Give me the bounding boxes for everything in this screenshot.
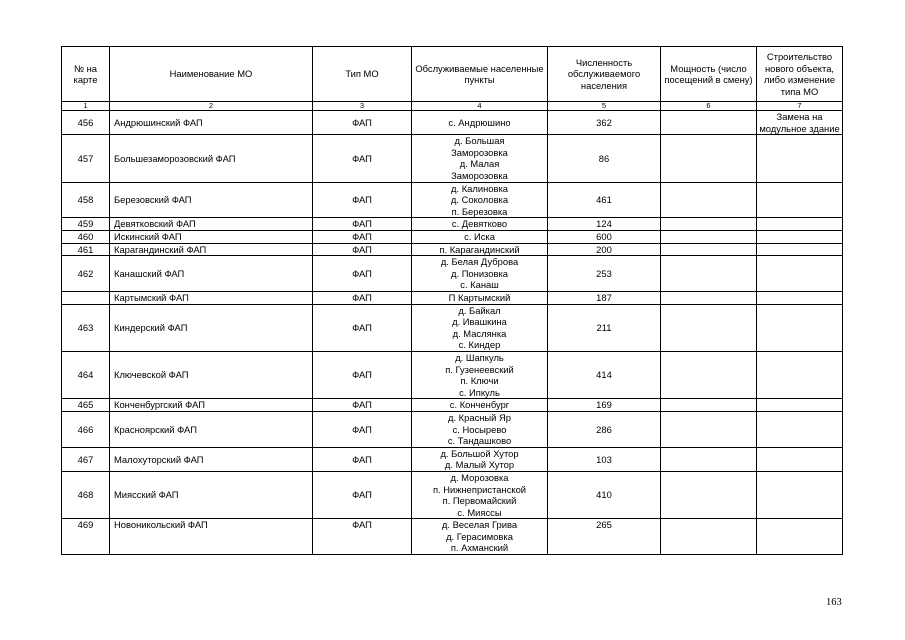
column-number-row — [62, 102, 843, 111]
construction-note — [757, 182, 843, 218]
row-number: 468 — [62, 471, 110, 518]
served-settlements-line: д. Большая — [454, 135, 505, 147]
column-number: 5 — [548, 102, 661, 111]
table-row — [62, 230, 843, 243]
construction-note — [757, 304, 843, 351]
served-settlements-line: д. Маслянка — [452, 327, 507, 339]
served-settlements — [412, 230, 548, 243]
construction-note — [757, 351, 843, 398]
facility-type: ФАП — [313, 218, 412, 231]
construction-note — [757, 243, 843, 256]
row-number: 462 — [62, 256, 110, 292]
served-settlements-line: д. Малый Хутор — [444, 459, 515, 471]
facility-name: Девятковский ФАП — [110, 218, 313, 231]
column-number: 4 — [412, 102, 548, 111]
facility-name: Карагандинский ФАП — [110, 243, 313, 256]
column-number: 7 — [757, 102, 843, 111]
served-settlements — [412, 243, 548, 256]
column-number: 2 — [110, 102, 313, 111]
served-settlements-line: д. Соколовка — [450, 194, 509, 206]
served-settlements-line: д. Байкал — [458, 304, 501, 316]
served-settlements-line: с. Канаш — [460, 279, 499, 291]
facility-type: ФАП — [313, 411, 412, 447]
population-served: 286 — [548, 411, 661, 447]
served-settlements-line: с. Киндер — [458, 339, 501, 351]
served-settlements-line: п. Ахманский — [450, 542, 509, 554]
column-number: 6 — [661, 102, 757, 111]
population-served: 187 — [548, 291, 661, 304]
population-served: 86 — [548, 135, 661, 182]
population-served: 211 — [548, 304, 661, 351]
served-settlements — [412, 304, 548, 351]
population-served: 461 — [548, 182, 661, 218]
facility-type: ФАП — [313, 111, 412, 135]
served-settlements-line: п. Гузенеевский — [445, 363, 514, 375]
construction-note — [757, 447, 843, 471]
served-settlements-line: с. Девятково — [451, 218, 508, 230]
served-settlements — [412, 291, 548, 304]
served-settlements — [412, 519, 548, 555]
served-settlements-line: д. Понизовка — [451, 267, 508, 279]
table-row — [62, 218, 843, 231]
population-served: 414 — [548, 351, 661, 398]
served-settlements-line: п. Карагандинский — [439, 243, 520, 255]
facility-type: ФАП — [313, 291, 412, 304]
capacity — [661, 182, 757, 218]
served-settlements-line: Заморозовка — [451, 146, 508, 158]
capacity — [661, 111, 757, 135]
served-settlements — [412, 411, 548, 447]
facility-name: Ключевской ФАП — [110, 351, 313, 398]
medical-facilities-table — [61, 46, 843, 555]
capacity — [661, 243, 757, 256]
capacity — [661, 256, 757, 292]
table-row — [62, 399, 843, 412]
facility-type: ФАП — [313, 256, 412, 292]
served-settlements — [412, 111, 548, 135]
served-settlements-line: д. Морозовка — [450, 471, 509, 483]
served-settlements-line: с. Иска — [464, 230, 495, 242]
row-number: 463 — [62, 304, 110, 351]
construction-note — [757, 135, 843, 182]
construction-note — [757, 471, 843, 518]
header-name: Наименование МО — [110, 47, 313, 102]
capacity — [661, 230, 757, 243]
facility-type: ФАП — [313, 304, 412, 351]
row-number: 465 — [62, 399, 110, 412]
served-settlements-line: д. Шапкуль — [455, 351, 504, 363]
construction-note — [757, 256, 843, 292]
row-number — [62, 291, 110, 304]
served-settlements — [412, 351, 548, 398]
facility-type: ФАП — [313, 471, 412, 518]
population-served: 253 — [548, 256, 661, 292]
header-capacity: Мощность (число посещений в смену) — [661, 47, 757, 102]
served-settlements — [412, 135, 548, 182]
capacity — [661, 304, 757, 351]
population-served: 124 — [548, 218, 661, 231]
capacity — [661, 351, 757, 398]
column-number: 3 — [313, 102, 412, 111]
served-settlements-line: с. Носырево — [452, 423, 507, 435]
served-settlements — [412, 471, 548, 518]
facility-type: ФАП — [313, 230, 412, 243]
facility-name: Искинский ФАП — [110, 230, 313, 243]
capacity — [661, 135, 757, 182]
facility-name: Малохуторский ФАП — [110, 447, 313, 471]
construction-note — [757, 230, 843, 243]
construction-note — [757, 399, 843, 412]
row-number: 458 — [62, 182, 110, 218]
capacity — [661, 218, 757, 231]
row-number: 467 — [62, 447, 110, 471]
served-settlements-line: д. Герасимовка — [446, 530, 513, 542]
table-row — [62, 291, 843, 304]
row-number: 459 — [62, 218, 110, 231]
table-body — [62, 111, 843, 555]
facility-name: Большезаморозовский ФАП — [110, 135, 313, 182]
header-settlements: Обслуживаемые населенные пункты — [412, 47, 548, 102]
capacity — [661, 291, 757, 304]
row-number: 461 — [62, 243, 110, 256]
facility-type: ФАП — [313, 182, 412, 218]
facility-name: Березовский ФАП — [110, 182, 313, 218]
population-served: 410 — [548, 471, 661, 518]
facility-name: Новоникольский ФАП — [110, 519, 313, 555]
table-header-row — [62, 47, 843, 102]
row-number: 466 — [62, 411, 110, 447]
served-settlements-line: с. Тандашково — [447, 435, 512, 447]
served-settlements-line: д. Большой Хутор — [440, 447, 519, 459]
served-settlements-line: с. Андрюшино — [448, 116, 511, 128]
facility-name: Миясский ФАП — [110, 471, 313, 518]
served-settlements — [412, 256, 548, 292]
column-number: 1 — [62, 102, 110, 111]
facility-name: Конченбургский ФАП — [110, 399, 313, 412]
table-row — [62, 256, 843, 292]
served-settlements-line: д. Веселая Грива — [441, 519, 518, 531]
served-settlements-line: с. Мияссы — [457, 506, 502, 518]
capacity — [661, 447, 757, 471]
served-settlements-line: д. Белая Дуброва — [440, 256, 519, 268]
table-row — [62, 351, 843, 398]
construction-note — [757, 411, 843, 447]
construction-note — [757, 218, 843, 231]
facility-type: ФАП — [313, 351, 412, 398]
served-settlements-line: П Картымский — [448, 291, 511, 303]
population-served: 600 — [548, 230, 661, 243]
served-settlements-line: п. Нижнепристанской — [432, 483, 527, 495]
population-served: 200 — [548, 243, 661, 256]
capacity — [661, 399, 757, 412]
facility-type: ФАП — [313, 519, 412, 555]
served-settlements — [412, 447, 548, 471]
served-settlements-line: с. Конченбург — [449, 399, 510, 411]
construction-note-line: Замена на — [776, 111, 823, 122]
population-served: 169 — [548, 399, 661, 412]
served-settlements-line: п. Ключи — [460, 375, 499, 387]
served-settlements-line: д. Красный Яр — [448, 411, 511, 423]
served-settlements — [412, 182, 548, 218]
facility-name: Андрюшинский ФАП — [110, 111, 313, 135]
capacity — [661, 471, 757, 518]
row-number: 456 — [62, 111, 110, 135]
header-type: Тип МО — [313, 47, 412, 102]
served-settlements-line: Заморозовка — [451, 169, 508, 181]
population-served: 103 — [548, 447, 661, 471]
served-settlements — [412, 399, 548, 412]
table-row — [62, 135, 843, 182]
facility-type: ФАП — [313, 399, 412, 412]
facility-type: ФАП — [313, 447, 412, 471]
population-served: 265 — [548, 519, 661, 555]
facility-type: ФАП — [313, 243, 412, 256]
table-row — [62, 304, 843, 351]
facility-name: Картымский ФАП — [110, 291, 313, 304]
table-row — [62, 519, 843, 555]
table-row — [62, 411, 843, 447]
served-settlements-line: д. Малая — [459, 158, 500, 170]
served-settlements — [412, 218, 548, 231]
table-row — [62, 471, 843, 518]
served-settlements-line: с. Ипкуль — [459, 386, 500, 398]
population-served: 362 — [548, 111, 661, 135]
row-number: 457 — [62, 135, 110, 182]
facility-name: Киндерский ФАП — [110, 304, 313, 351]
facility-type: ФАП — [313, 135, 412, 182]
facility-name: Канашский ФАП — [110, 256, 313, 292]
row-number: 460 — [62, 230, 110, 243]
facility-name: Красноярский ФАП — [110, 411, 313, 447]
header-num: № на карте — [62, 47, 110, 102]
construction-note — [757, 111, 843, 135]
table-row — [62, 182, 843, 218]
row-number: 469 — [62, 519, 110, 555]
construction-note — [757, 291, 843, 304]
served-settlements-line: п. Первомайский — [442, 495, 517, 507]
row-number: 464 — [62, 351, 110, 398]
table-row — [62, 111, 843, 135]
header-population: Численность обслуживаемого населения — [548, 47, 661, 102]
table-row — [62, 243, 843, 256]
table-row — [62, 447, 843, 471]
page-number: 163 — [826, 597, 842, 608]
construction-note-line: модульное здание — [759, 122, 840, 134]
served-settlements-line: д. Ивашкина — [452, 316, 507, 328]
served-settlements-line: п. Березовка — [451, 205, 508, 217]
header-construction: Строительство нового объекта, либо изменение типа МО — [757, 47, 843, 102]
served-settlements-line: д. Калиновка — [451, 182, 508, 194]
capacity — [661, 411, 757, 447]
construction-note — [757, 519, 843, 555]
capacity — [661, 519, 757, 555]
